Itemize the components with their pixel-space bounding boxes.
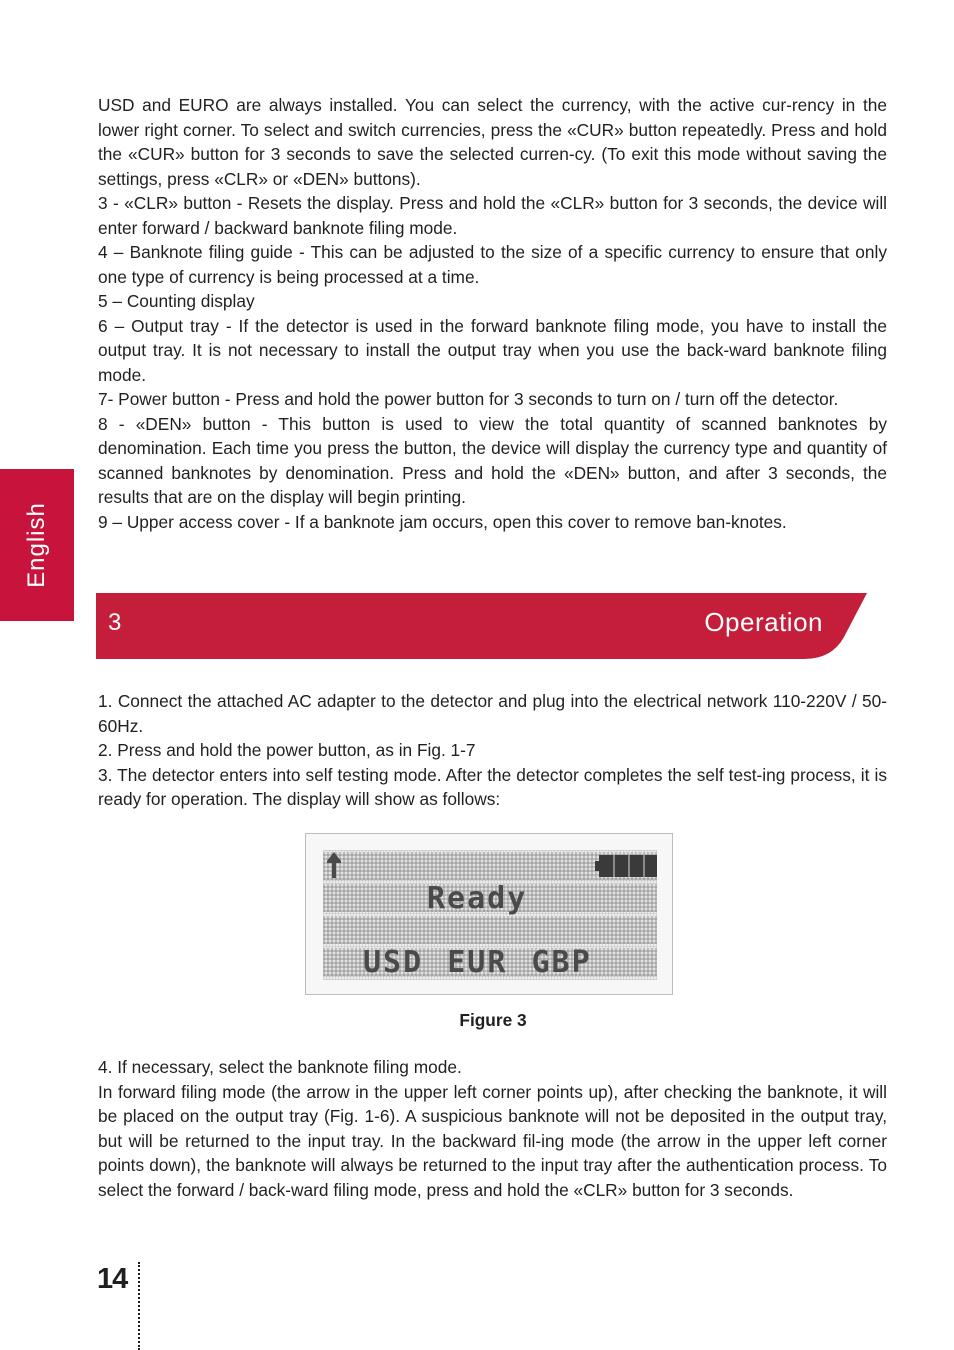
lcd-screen <box>323 850 657 980</box>
operation-steps-block <box>98 689 887 812</box>
paragraph-den-button: 8 - «DEN» button - This button is used to view the total quantity of scanned banknotes by denomination. Each time you press the button, the device will display the currency type and quantity of scanned banknotes by denomination. Press and hold the «DEN» button, and after 3 seconds, the results that are on the display will begin printing. <box>98 413 887 507</box>
filing-mode-block <box>98 1055 887 1202</box>
paragraph-access-cover: 9 – Upper access cover - If a banknote jam occurs, open this cover to remove ban-knotes. <box>98 511 787 532</box>
language-side-tab <box>0 469 74 621</box>
paragraph-currency: USD and EURO are always installed. You can select the currency, with the active cur-rency in the lower right corner. To select and switch currencies, press the «CUR» button repeatedly. Press and hold the «CUR» button for 3 seconds to save the selected curren-cy. (To exit this mode without saving the settings, press «CLR» or «DEN» buttons). <box>98 95 887 189</box>
step-press-power: 2. Press and hold the power button, as in Fig. 1-7 <box>98 740 476 760</box>
intro-text-block <box>98 93 887 534</box>
paragraph-clr-button: 3 - «CLR» button - Resets the display. Press and hold the «CLR» button for 3 seconds, the device will enter forward / backward banknote filing mode. <box>98 193 887 238</box>
battery-icon <box>595 853 657 879</box>
paragraph-filing-mode-detail: In forward filing mode (the arrow in the upper left corner points up), after checking the banknote, it will be placed on the output tray (Fig. 1-6). A suspicious banknote will not be deposited in the output tray, but will be returned to the input tray. In the backward fil-ing mode (the arrow in the upper left corner points down), the banknote will always be returned to the input tray after the authentication process. To select the forward / back-ward filing mode, press and hold the «CLR» button for 3 seconds. <box>98 1081 887 1200</box>
lcd-display-figure <box>305 833 673 995</box>
section-number: 3 <box>108 609 122 636</box>
section-header-banner <box>96 593 867 659</box>
lcd-row-3 <box>323 916 657 944</box>
page-dotted-divider <box>138 1262 140 1350</box>
lcd-currency-list: USD EUR GBP <box>363 945 592 980</box>
lcd-status-text: Ready <box>427 881 528 916</box>
section-title: Operation <box>704 607 823 637</box>
language-label: English <box>23 502 50 588</box>
page-number: 14 <box>97 1263 128 1295</box>
paragraph-counting-display: 5 – Counting display <box>98 291 255 311</box>
paragraph-output-tray: 6 – Output tray - If the detector is used in the forward banknote filing mode, you have to install the output tray. It is not necessary to install the output tray when you use the back-ward banknote filing mode. <box>98 315 887 385</box>
up-arrow-icon <box>325 852 343 880</box>
figure-caption: Figure 3 <box>459 1010 527 1030</box>
step-connect-adapter: 1. Connect the attached AC adapter to the detector and plug into the electrical network 110-220V / 50-60Hz. <box>98 691 887 736</box>
paragraph-power-button: 7- Power button - Press and hold the power button for 3 seconds to turn on / turn off the detector. <box>98 389 839 409</box>
step-select-filing-mode: 4. If necessary, select the banknote filing mode. <box>98 1057 462 1077</box>
step-self-test: 3. The detector enters into self testing mode. After the detector completes the self test-ing process, it is ready for operation. The display will show as follows: <box>98 764 887 809</box>
paragraph-filing-guide: 4 – Banknote filing guide - This can be adjusted to the size of a specific currency to ensure that only one type of currency is being processed at a time. <box>98 242 887 287</box>
